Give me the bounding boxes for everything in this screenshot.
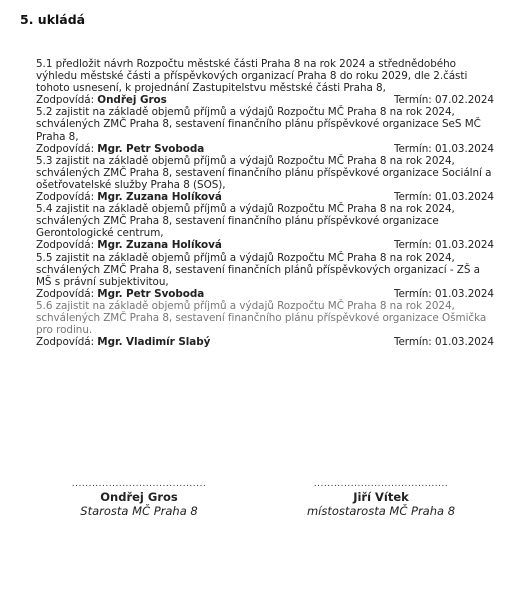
signature-line: ........................................ — [313, 480, 449, 488]
signatory-role: Starosta MČ Praha 8 — [80, 504, 198, 518]
task-item-5-1 — [36, 58, 496, 106]
responsible-person: Mgr. Petr Svoboda — [97, 142, 205, 155]
responsible-label: Zodpovídá: — [36, 239, 95, 252]
deadline: Termín: 01.03.2024 — [393, 191, 494, 204]
responsible-label: Zodpovídá: — [36, 191, 95, 204]
deadline: Termín: 01.03.2024 — [393, 336, 494, 349]
responsible-person: Mgr. Zuzana Holíková — [97, 191, 222, 204]
deadline: Termín: 01.03.2024 — [393, 239, 494, 252]
responsible-label: Zodpovídá: — [36, 94, 95, 107]
responsible-person: Mgr. Petr Svoboda — [97, 287, 205, 300]
deadline: Termín: 07.02.2024 — [393, 94, 494, 107]
deadline: Termín: 01.03.2024 — [393, 142, 494, 155]
signatory-name: Jiří Vítek — [353, 490, 409, 504]
task-text: 5.3 zajistit na základě objemů příjmů a výdajů Rozpočtu MČ Praha 8 na rok 2024, schválených ZMČ Praha 8, sestavení finančního plánu příspěvkové organizace Sociální a ošetřovatelské služby Praha 8 (SOS), — [36, 154, 492, 191]
responsible-person: Ondřej Gros — [97, 94, 167, 107]
task-item-5-5 — [36, 252, 496, 300]
task-item-5-3 — [36, 155, 496, 203]
responsible-label: Zodpovídá: — [36, 142, 95, 155]
responsible-label: Zodpovídá: — [36, 336, 95, 349]
section-heading: 5. ukládá — [20, 12, 86, 27]
responsibility-line — [36, 239, 496, 251]
responsible-label: Zodpovídá: — [36, 287, 95, 300]
signature-line: ........................................ — [71, 480, 207, 488]
signature-block-deputy — [296, 480, 466, 518]
responsibility-line — [36, 336, 496, 348]
responsibility-line — [36, 143, 496, 155]
task-item-5-2 — [36, 106, 496, 154]
task-text: 5.2 zajistit na základě objemů příjmů a výdajů Rozpočtu MČ Praha 8 na rok 2024, schválených ZMČ Praha 8, sestavení finančního plánu příspěvkové organizace SeS MČ Praha 8, — [36, 106, 481, 143]
responsible-person: Mgr. Vladimír Slabý — [97, 336, 211, 349]
signature-block-mayor — [54, 480, 224, 518]
task-text: 5.1 předložit návrh Rozpočtu městské části Praha 8 na rok 2024 a střednědobého výhledu městské části a příspěvkových organizací Praha 8 do roku 2029, dle 2.části tohoto usnesení, k projednání Zastupitelstvu městské části Praha 8, — [36, 58, 468, 95]
responsibility-line — [36, 288, 496, 300]
signatory-role: místostarosta MČ Praha 8 — [306, 504, 456, 518]
responsibility-line — [36, 191, 496, 203]
responsibility-line — [36, 94, 496, 106]
task-text: 5.6 zajistit na základě objemů příjmů a výdajů Rozpočtu MČ Praha 8 na rok 2024, schválených ZMČ Praha 8, sestavení finančního plánu příspěvkové organizace Ošmička pro rodinu. — [36, 299, 487, 337]
deadline: Termín: 01.03.2024 — [393, 287, 494, 300]
task-text: 5.4 zajistit na základě objemů příjmů a výdajů Rozpočtu MČ Praha 8 na rok 2024, schválených ZMČ Praha 8, sestavení finančního plánu příspěvkové organizace Gerontologické centrum, — [36, 203, 455, 240]
task-text: 5.5 zajistit na základě objemů příjmů a výdajů Rozpočtu MČ Praha 8 na rok 2024, schválených ZMČ Praha 8, sestavení finančních plánů příspěvkových organizací - ZŠ a MŠ s právní subjektivitou, — [36, 251, 480, 288]
signatory-name: Ondřej Gros — [100, 490, 178, 504]
task-list — [36, 58, 496, 348]
responsible-person: Mgr. Zuzana Holíková — [97, 239, 222, 252]
task-item-5-6 — [36, 300, 496, 348]
task-item-5-4 — [36, 203, 496, 251]
